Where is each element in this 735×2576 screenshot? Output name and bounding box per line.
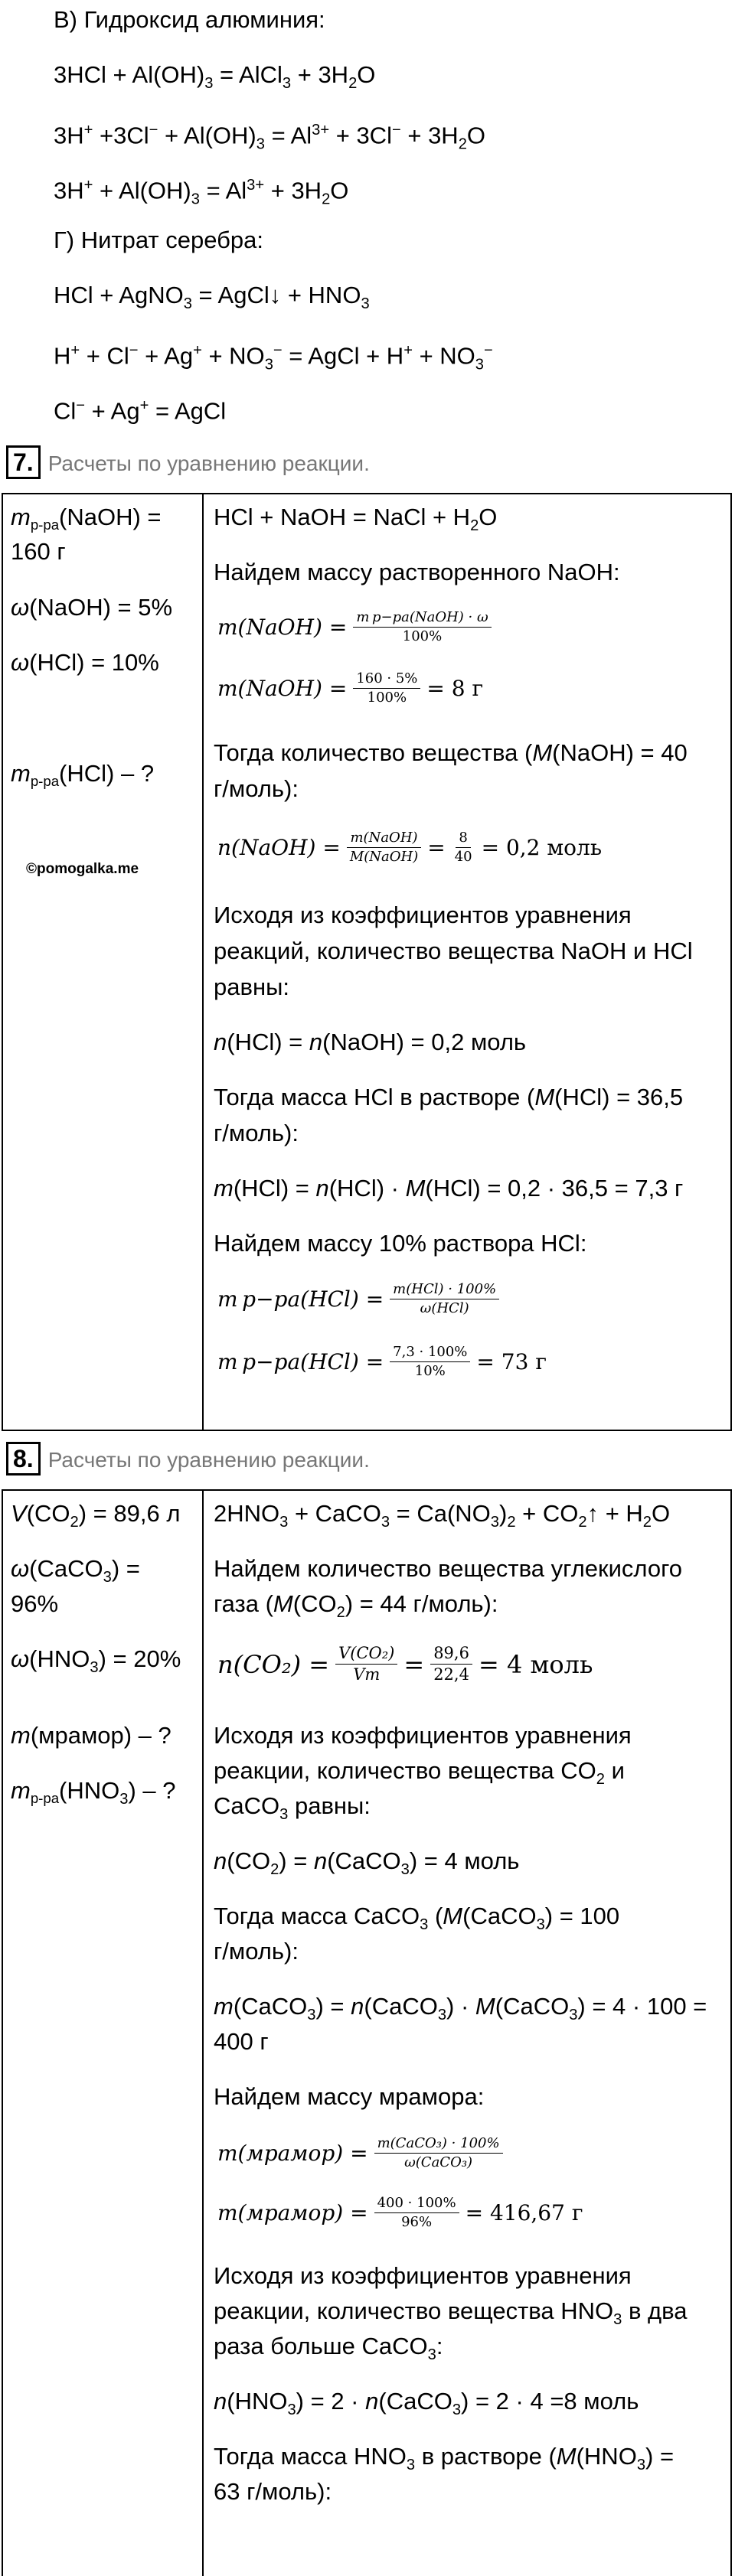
task7-formula-solution-mass-calc: m р−ра(HCl) = $\frac{7,3 \cdot 100\%}{10\%}$ = 73 г	[217, 1344, 547, 1379]
task7-step-find-solution-mass: Найдем массу 10% раствора HCl:	[214, 1230, 587, 1257]
task7-fraction-naoh-mass-calc: $\frac{160 \cdot 5\%}{100\%}$	[353, 670, 420, 706]
task7-formula-naoh-amount: n(NaOH) = $\frac{\text{m(NaOH)}}{\text{M(NaOH)}}$ = $\frac{8}{40}$ = 0,2 моль	[217, 830, 603, 865]
task8-step-caco3-amount: $n(CO_2)$ = n(CaCO$_3$) = 4 моль	[214, 1847, 520, 1879]
task7-reaction-equation: HCl + NaOH = NaCl + $H_2O$	[214, 504, 498, 535]
task8-formula-co2-amount: n(CO₂) = $\frac{\text{V(CO₂)}}{Vm}$ = $\frac{89,6}{22,4}$ = 4 моль	[217, 1644, 593, 1684]
task8-find-hno3-solution-mass: $mр-ра(HNO_3)$ – ?	[11, 1777, 176, 1808]
task8-table	[2, 1489, 732, 2576]
task7-find-hcl-solution-mass: mр-ра(HCl) – ?	[11, 760, 155, 789]
task8-find-marble-mass: m(мрамор) – ?	[11, 1722, 172, 1749]
task7-given-naoh-fraction: ω(NaOH) = 5%	[11, 594, 173, 621]
part-g-title: Г) Нитрат серебра:	[54, 227, 263, 253]
task8-step-find-co2-amount-2: газа ($M(CO_2) = 44$ г/моль):	[214, 1590, 498, 1622]
task7-fraction-naoh-mass: $\frac{\text{m р−ра(NaOH) · ω}}{100\%}$	[353, 609, 491, 645]
task8-heading-text: Расчеты по уравнению реакции.	[47, 1448, 370, 1472]
watermark: ©pomogalka.me	[26, 861, 139, 877]
task8-step-coefficients: Исходя из коэффициентов уравнения	[214, 1722, 632, 1749]
task8-step-caco3-mass-units: г/моль):	[214, 1938, 299, 1965]
task7-formula-solution-mass: m р−ра(HCl) = $\frac{\text{m(HCl) · 100\%}}{\text{ω(HCl)}}$	[217, 1281, 505, 1317]
task8-step-caco3-mass: Тогда масса CaCO$_3$ (M(CaCO$_3$) = 100	[214, 1903, 620, 1934]
task7-step-coefficients-2: реакций, количество вещества NaOH и HCl	[214, 937, 693, 964]
task7-given-solution-mass: mр-ра(NaOH) =	[11, 504, 162, 533]
task7-given-hcl-fraction: ω(HCl) = 10%	[11, 649, 159, 676]
task8-given-hno3-fraction: $\omega(HNO_3) = 20\%$	[11, 1645, 181, 1677]
task8-formula-marble-mass-calc: m(мрамор) = $\frac{400 \cdot 100\%}{96\%}$ = 416,67 г	[217, 2195, 583, 2230]
task8-formula-marble-mass: m(мрамор) = $\frac{\text{m(CaCO₃) · 100\%}}{\text{ω(CaCO₃)}}$	[217, 2135, 509, 2171]
task7-step-coefficients-3: равны:	[214, 973, 289, 1000]
part-g-equation-molecular: HCl + AgNO$_3$ = AgCl↓ + $HNO_3$	[54, 282, 370, 313]
task7-step-naoh-amount-units: г/моль):	[214, 775, 299, 802]
task8-fraction-marble-mass: $\frac{\text{m(CaCO₃) · 100\%}}{\text{ω(CaCO₃)}}$	[374, 2135, 503, 2171]
task8-number: 8.	[6, 1442, 41, 1475]
task7-column-divider	[202, 494, 204, 1430]
task7-step-hcl-mass-units: г/моль):	[214, 1120, 299, 1146]
task8-fraction-co2-amount: $\frac{\text{V(CO₂)}}{Vm}$	[335, 1644, 397, 1684]
task7-step-naoh-amount: Тогда количество вещества (M(NaOH) = 40	[214, 739, 688, 766]
task8-fraction-marble-mass-calc: $\frac{400 \cdot 100\%}{96\%}$	[374, 2195, 459, 2231]
task7-step-hcl-amount: n(HCl) = n(NaOH) = 0,2 моль	[214, 1029, 527, 1055]
task8-step-hno3-coefficients-2: реакции, количество вещества $HNO_3$ в два	[214, 2297, 688, 2329]
task7-step-hcl-mass: Тогда масса HCl в растворе (M(HCl) = 36,5	[214, 1084, 684, 1110]
task8-step-caco3-mass-result: 400 г	[214, 2028, 269, 2055]
task8-step-hno3-amount: $n(HNO_3) = 2$ · n(CaCO$_3$) = 2 · 4 =8 моль	[214, 2388, 639, 2419]
task8-step-hno3-mass: Тогда масса $HNO_3$ в растворе ($M(HNO_3)$ =	[214, 2443, 675, 2474]
part-v-equation-full-ionic: $3H^+ +3Cl^- + Al(OH)_3 = Al^{3+} + 3Cl^- + 3H_2O$	[54, 122, 486, 153]
task7-fraction-solution-mass-calc: $\frac{7,3 \cdot 100\%}{10\%}$	[390, 1344, 470, 1380]
task8-column-divider	[202, 1491, 204, 2576]
task7-given-solution-mass-value: 160 г	[11, 538, 66, 565]
task7-number: 7.	[6, 445, 41, 479]
part-v-equation-short-ionic: $3H^+ + Al(OH)_3 = Al^{3+} + 3H_2O$	[54, 177, 349, 208]
task8-fraction-co2-amount-calc: $\frac{89,6}{22,4}$	[430, 1644, 472, 1684]
task8-step-hno3-mass-units: 63 г/моль):	[214, 2478, 332, 2505]
task7-fraction-solution-mass: $\frac{\text{m(HCl) · 100\%}}{\text{ω(HCl)}}$	[390, 1281, 499, 1317]
task7-formula-naoh-mass: m(NaOH) = $\frac{\text{m р−ра(NaOH) · ω}}{100\%}$	[217, 609, 498, 645]
part-v-equation-molecular: $3HCl + Al(OH)_3$ = AlCl$_3$ + $3H_2O$	[54, 61, 376, 93]
task8-step-find-co2-amount: Найдем количество вещества углекислого	[214, 1555, 682, 1582]
task8-step-hno3-coefficients: Исходя из коэффициентов уравнения	[214, 2262, 632, 2289]
part-v-title: В) Гидроксид алюминия:	[54, 6, 325, 33]
task8-given-caco3-fraction: ω(CaCO$_3$) =	[11, 1555, 140, 1586]
task8-heading	[6, 1442, 370, 1475]
task8-step-find-marble-mass: Найдем массу мрамора:	[214, 2083, 485, 2110]
task7-formula-naoh-mass-calc: m(NaOH) = $\frac{160 \cdot 5\%}{100\%}$ = 8 г	[217, 670, 484, 706]
part-g-equation-full-ionic: $H^+ + Cl^- + Ag^+ + NO_3^-$ = AgCl + $H^+ + NO_3^-$	[54, 342, 493, 373]
task8-step-coefficients-2: реакции, количество вещества $CO_2$ и	[214, 1757, 625, 1789]
task7-fraction-naoh-amount-calc: $\frac{8}{40}$	[454, 830, 472, 865]
task8-step-coefficients-3: CaCO$_3$ равны:	[214, 1792, 371, 1824]
task8-step-caco3-mass-calc: m(CaCO$_3$) = n(CaCO$_3$) · M(CaCO$_3$) = 4 · 100 =	[214, 1993, 707, 2024]
task7-step-find-naoh-mass: Найдем массу растворенного NaOH:	[214, 559, 620, 585]
task8-given-caco3-fraction-value: 96%	[11, 1590, 59, 1617]
task8-reaction-equation: $2HNO_3$ + CaCO$_3$ = $Ca(NO_3)_2$ + $CO_2↑ + H_2O$	[214, 1500, 671, 1531]
task7-step-hcl-mass-calc: m(HCl) = n(HCl) · M(HCl) = 0,2 · 36,5 = 7,3 г	[214, 1175, 684, 1202]
task8-given-co2-volume: $V(CO_2) = 89,6$ л	[11, 1500, 181, 1531]
task8-step-hno3-coefficients-3: раза больше CaCO$_3$:	[214, 2333, 443, 2364]
task7-heading	[6, 445, 370, 479]
task7-heading-text: Расчеты по уравнению реакции.	[47, 452, 370, 475]
task7-step-coefficients: Исходя из коэффициентов уравнения	[214, 902, 632, 928]
task7-table	[2, 493, 732, 1431]
task7-fraction-naoh-amount: $\frac{\text{m(NaOH)}}{\text{M(NaOH)}}$	[347, 830, 421, 866]
part-g-equation-short-ionic: Cl− + Ag+ = AgCl	[54, 397, 227, 425]
